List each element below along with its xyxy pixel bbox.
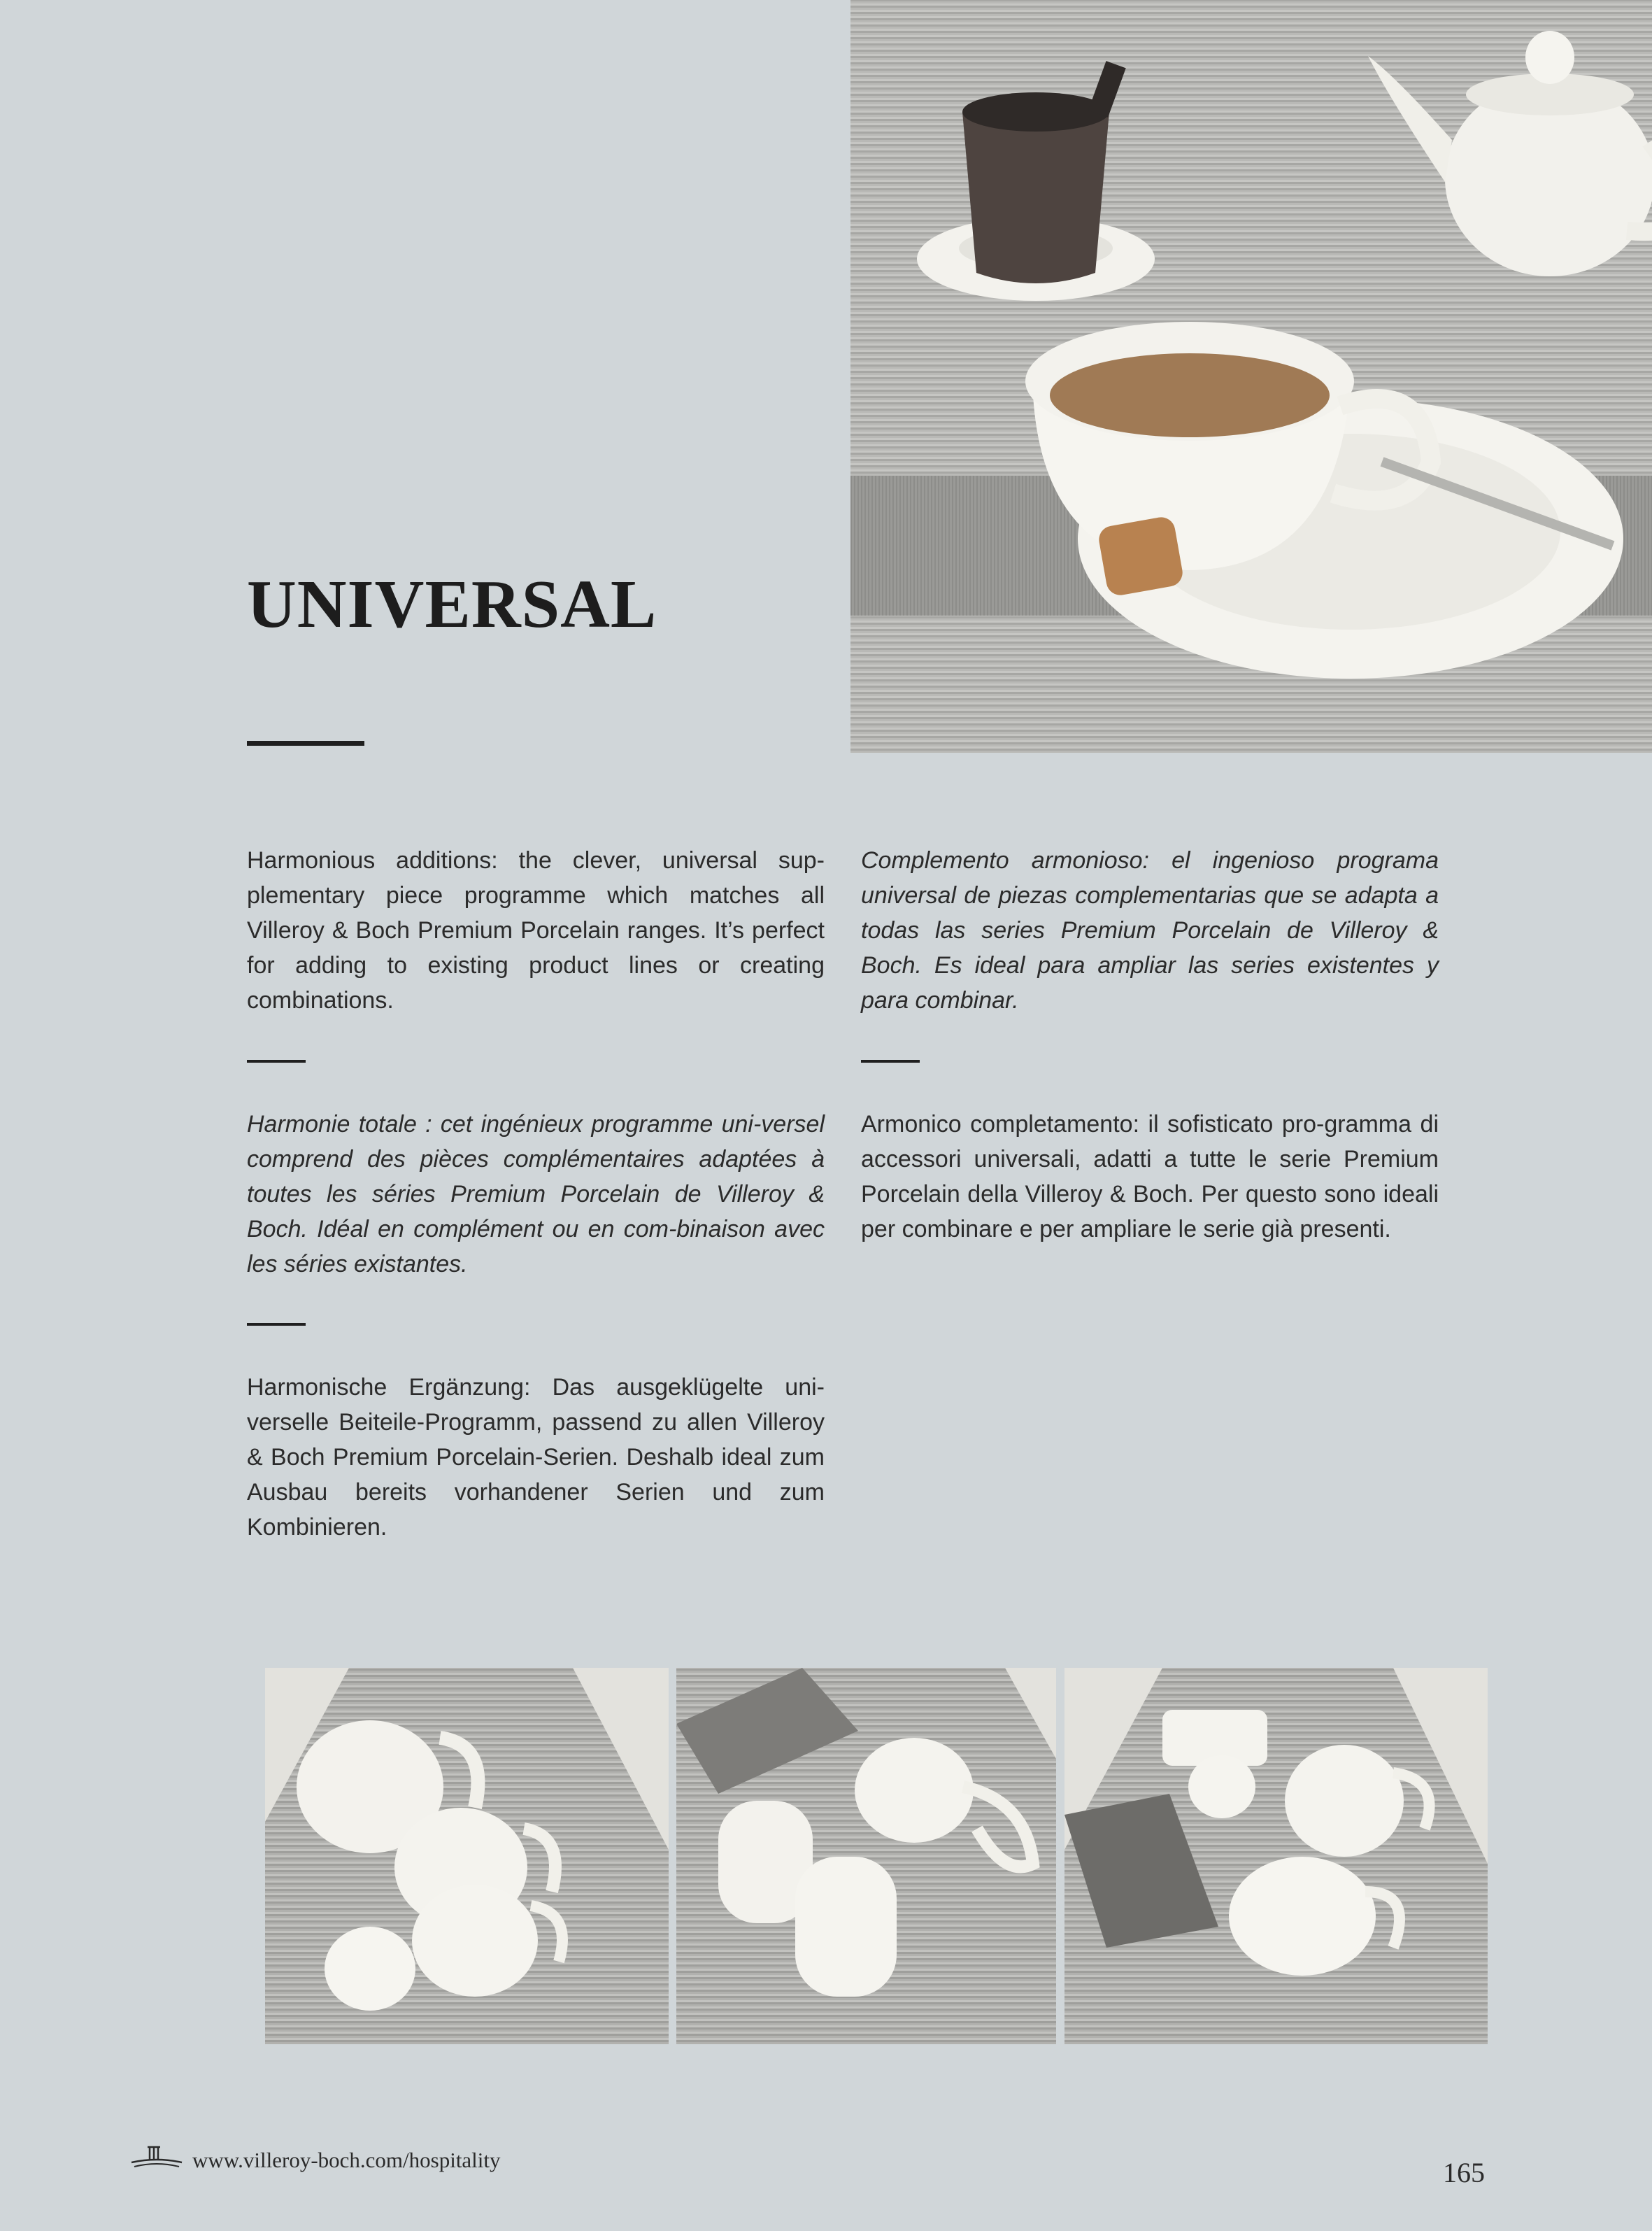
thumbnail-shakers (676, 1668, 1056, 2044)
paragraph-french: Harmonie totale : cet ingénieux programme uni-versel comprend des pièces complémentaires adaptées à toutes les séries Premium Porcelain de Villeroy & Boch. Idéal en complément ou en com-binaison avec les séries existantes. (247, 1111, 825, 1277)
title-divider (247, 741, 364, 746)
hero-photo-tea-set (850, 0, 1652, 753)
creamers-illustration (265, 1668, 669, 2044)
paragraph-spanish: Complemento armonioso: el ingenioso programa universal de piezas complementarias que se adapta a todas las series Premium Porcelain de Villeroy & Boch. Es ideal para ampliar las series existentes y para combinar. (861, 847, 1439, 1014)
divider-spanish (861, 1060, 920, 1063)
paragraph-italian: Armonico completamento: il sofisticato pro-gramma di accessori universali, adatti a tutte le serie Premium Porcelain della Villeroy & Boch. Per questo sono ideali per combinare e per ampliare le serie già presenti. (861, 1111, 1439, 1242)
paragraph-english: Harmonious additions: the clever, universal sup-plementary piece programme which matches all Villeroy & Boch Premium Porcelain ranges. It’s perfect for adding to existing product lines or creating combinations. (247, 847, 825, 1014)
thumbnail-sugar-bowl (1064, 1668, 1488, 2044)
villeroy-boch-logo-icon (130, 2144, 183, 2171)
footer-url-link[interactable]: www.villeroy-boch.com/hospitality (192, 2148, 501, 2172)
page-number: 165 (1443, 2157, 1485, 2188)
divider-french (247, 1323, 306, 1326)
thumbnail-creamers (265, 1668, 669, 2044)
tea-set-illustration (850, 0, 1652, 753)
divider-english (247, 1060, 306, 1063)
page-title: UNIVERSAL (247, 567, 657, 642)
sugar-bowl-illustration (1064, 1668, 1488, 2044)
shakers-illustration (676, 1668, 1056, 2044)
paragraph-german: Harmonische Ergänzung: Das ausgeklügelte uni-verselle Beiteile-Programm, passend zu allen Villeroy & Boch Premium Porcelain-Serien. Deshalb ideal zum Ausbau bereits vorhandener Serien und zum Kombinieren. (247, 1374, 825, 1541)
